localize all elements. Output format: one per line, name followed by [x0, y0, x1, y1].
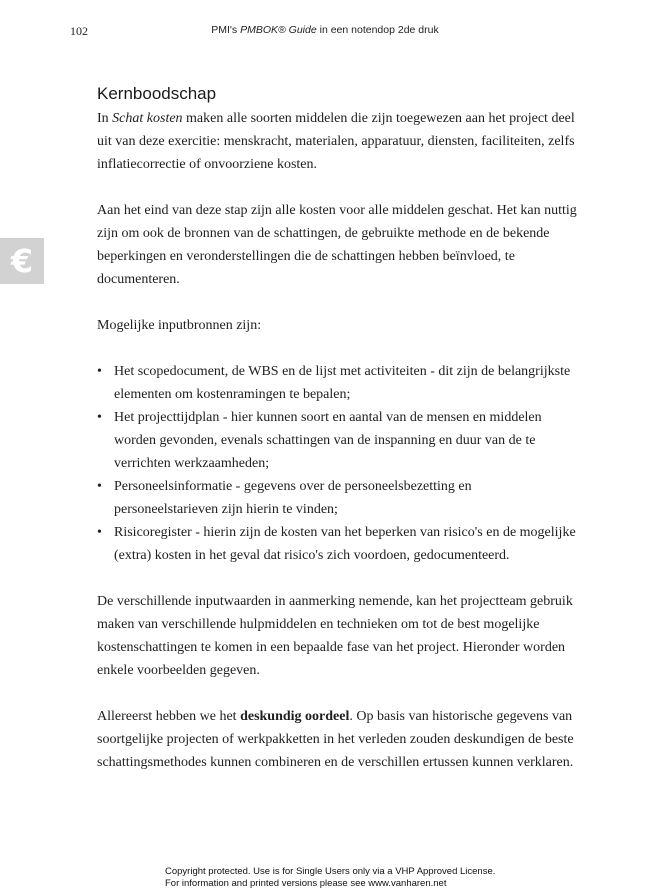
- paragraph-1: [97, 107, 577, 176]
- euro-icon: €: [0, 238, 44, 284]
- page-content: [97, 84, 577, 774]
- input-sources-list: [97, 360, 577, 567]
- running-header-prefix: PMI's: [211, 24, 241, 36]
- list-item-text: Risicoregister - hierin zijn de kosten van het beperken van risico's en de mogelijke (extra) kosten in het geval dat risico's zich voordoen, gedocumenteerd.: [114, 525, 576, 563]
- list-item: [97, 475, 577, 521]
- expert-judgment-term: deskundig oordeel: [240, 709, 350, 724]
- paragraph-4-body: . Op basis van historische gegevens van soortgelijke projecten of werkpakketten in het verleden zouden deskundigen de beste schattingsmethodes kunnen combineren en de verschillen ertussen kunnen verklaren.: [97, 709, 574, 770]
- copyright-footer: [165, 866, 495, 890]
- page-number: 102: [70, 24, 88, 38]
- paragraph-2: Aan het eind van deze stap zijn alle kosten voor alle middelen geschat. Het kan nuttig zijn om ook de bronnen van de schattingen, de gebruikte methode en de bekende beperkingen en veronderstellingen die de schattingen hebben beïnvloed, te documenteren.: [97, 203, 577, 287]
- list-intro: Mogelijke inputbronnen zijn:: [97, 318, 262, 333]
- footer-line-2: For information and printed versions please see www.vanharen.net: [165, 878, 447, 889]
- list-item-text: Het projecttijdplan - hier kunnen soort en aantal van de mensen en middelen worden gevonden, evenals schattingen van de inspanning en duur van de te verrichten werkzaamheden;: [114, 410, 542, 471]
- bullet-icon: •: [97, 525, 102, 540]
- bullet-icon: •: [97, 479, 102, 494]
- section-heading: Kernboodschap: [97, 84, 217, 103]
- bullet-icon: •: [97, 410, 102, 425]
- paragraph-4-prefix: Allereerst hebben we het: [97, 709, 241, 724]
- running-header-italic: PMBOK® Guide: [240, 24, 317, 36]
- list-item-text: Het scopedocument, de WBS en de lijst met activiteiten - dit zijn de belangrijkste elementen om kostenramingen te bepalen;: [114, 364, 571, 402]
- running-header: [0, 24, 650, 36]
- list-item: [97, 406, 577, 475]
- footer-line-1: Copyright protected. Use is for Single Users only via a VHP Approved License.: [165, 866, 496, 877]
- list-item: [97, 521, 577, 567]
- paragraph-1-prefix: In: [97, 111, 113, 126]
- paragraph-1-body: maken alle soorten middelen die zijn toegewezen aan het project deel uit van deze exercitie: menskracht, materialen, apparatuur, diensten, faciliteiten, zelfs inflatiecorrectie of onvoorziene kosten.: [97, 111, 575, 172]
- list-item: [97, 360, 577, 406]
- process-name: Schat kosten: [112, 111, 183, 126]
- bullet-icon: •: [97, 364, 102, 379]
- paragraph-4: [97, 705, 577, 774]
- running-header-suffix: in een notendop 2de druk: [316, 24, 439, 36]
- list-item-text: Personeelsinformatie - gegevens over de personeelsbezetting en personeelstarieven zijn hierin te vinden;: [114, 479, 472, 517]
- paragraph-3: De verschillende inputwaarden in aanmerking nemende, kan het projectteam gebruik maken van verschillende hulpmiddelen en technieken om tot de best mogelijke kostenschattingen te komen in een bepaalde fase van het project. Hieronder worden enkele voorbeelden gegeven.: [97, 594, 573, 678]
